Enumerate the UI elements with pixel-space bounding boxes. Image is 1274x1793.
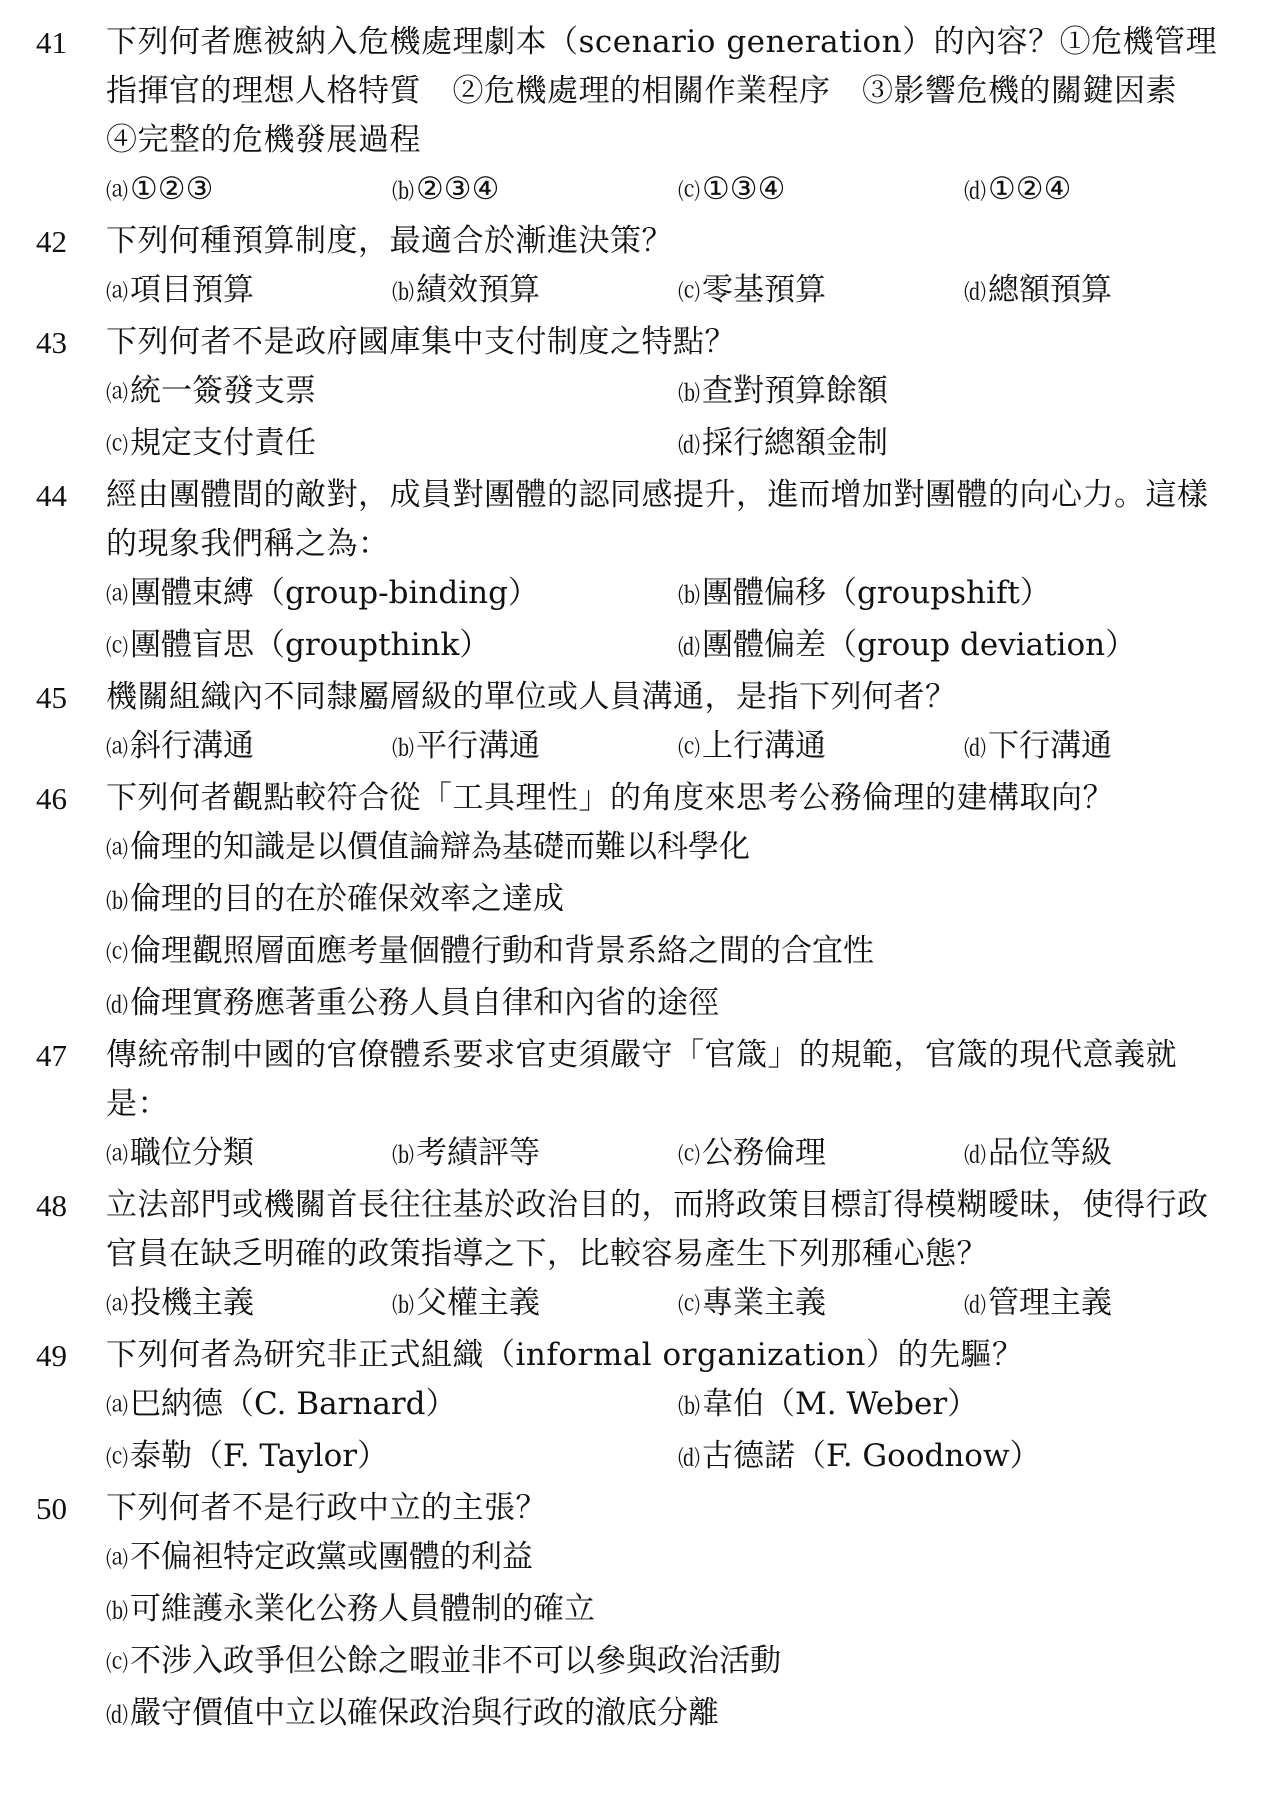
option-a (106, 569, 678, 621)
option-text: 團體偏移（groupshift） (702, 575, 1051, 611)
option-text: 團體偏差（group deviation） (702, 627, 1137, 663)
option-marker: ⒟ (678, 636, 701, 661)
option-c (678, 1129, 964, 1181)
option-marker: ⒜ (106, 1395, 129, 1420)
option-a (106, 1533, 1236, 1585)
option-marker: ⒞ (106, 1652, 129, 1677)
option-text: 考績評等 (416, 1135, 541, 1171)
option-marker: ⒟ (964, 281, 987, 306)
option-marker: ⒜ (106, 180, 129, 205)
question-number: 46 (36, 781, 67, 816)
option-c (106, 621, 678, 673)
question-stem: 下列何者不是政府國庫集中支付制度之特點？ (106, 324, 736, 360)
option-marker: ⒝ (392, 180, 415, 205)
option-text: 統一簽發支票 (130, 373, 317, 409)
option-marker: ⒞ (106, 434, 129, 459)
option-marker: ⒟ (106, 994, 129, 1019)
option-marker: ⒝ (106, 890, 129, 915)
options-group (106, 1129, 1236, 1181)
option-text: ②③④ (416, 171, 500, 207)
option-b (392, 165, 678, 217)
option-marker: ⒟ (964, 1144, 987, 1169)
question-row (36, 1331, 1236, 1380)
question-number: 43 (36, 325, 67, 360)
option-d (106, 979, 1236, 1031)
question-50 (36, 1484, 1236, 1741)
question-45 (36, 673, 1236, 774)
option-b (678, 569, 1250, 621)
option-text: 採行總額金制 (702, 425, 889, 461)
option-marker: ⒞ (678, 1294, 701, 1319)
option-c (106, 927, 1236, 979)
option-b (392, 1129, 678, 1181)
option-text: 公務倫理 (702, 1135, 827, 1171)
question-number: 41 (36, 25, 67, 60)
option-marker: ⒞ (678, 180, 701, 205)
option-text: 倫理的目的在於確保效率之達成 (130, 881, 565, 917)
option-marker: ⒝ (392, 1144, 415, 1169)
option-marker: ⒟ (964, 180, 987, 205)
question-49 (36, 1331, 1236, 1484)
option-c (678, 266, 964, 318)
question-number: 48 (36, 1188, 67, 1223)
option-d (964, 1129, 1250, 1181)
option-c (106, 1637, 1236, 1689)
option-text: 績效預算 (416, 272, 541, 308)
option-c (106, 419, 678, 471)
question-number: 42 (36, 224, 67, 259)
question-stem: 傳統帝制中國的官僚體系要求官吏須嚴守「官箴」的規範，官箴的現代意義就是： (106, 1037, 1177, 1122)
option-text: 斜行溝通 (130, 728, 255, 764)
option-d (678, 621, 1250, 673)
option-marker: ⒜ (106, 838, 129, 863)
option-marker: ⒜ (106, 584, 129, 609)
option-marker: ⒜ (106, 1294, 129, 1319)
option-c (678, 1279, 964, 1331)
option-d (678, 1432, 1250, 1484)
option-marker: ⒞ (678, 1144, 701, 1169)
question-stem: 機關組織內不同隸屬層級的單位或人員溝通，是指下列何者？ (106, 679, 957, 715)
question-46 (36, 774, 1236, 1031)
options-group (106, 367, 1236, 471)
option-marker: ⒝ (678, 584, 701, 609)
question-stem: 下列何者觀點較符合從「工具理性」的角度來思考公務倫理的建構取向？ (106, 780, 1114, 816)
option-marker: ⒟ (964, 1294, 987, 1319)
question-43 (36, 318, 1236, 471)
option-b (106, 875, 1236, 927)
question-row (36, 318, 1236, 367)
question-row (36, 1484, 1236, 1533)
question-stem: 下列何種預算制度，最適合於漸進決策？ (106, 223, 673, 259)
option-a (106, 1380, 678, 1432)
option-text: 團體束縛（group-binding） (130, 575, 539, 611)
question-row (36, 673, 1236, 722)
option-marker: ⒟ (678, 1447, 701, 1472)
option-text: 韋伯（M. Weber） (702, 1386, 979, 1422)
option-a (106, 165, 392, 217)
option-text: 不涉入政爭但公餘之暇並非不可以參與政治活動 (130, 1643, 782, 1679)
option-text: 泰勒（F. Taylor） (130, 1438, 389, 1474)
option-text: 零基預算 (702, 272, 827, 308)
option-marker: ⒞ (678, 737, 701, 762)
option-marker: ⒝ (678, 1395, 701, 1420)
question-42 (36, 217, 1236, 318)
question-number: 47 (36, 1038, 67, 1073)
option-d (106, 1689, 1236, 1741)
option-marker: ⒜ (106, 281, 129, 306)
option-text: 專業主義 (702, 1285, 827, 1321)
option-a (106, 722, 392, 774)
question-number: 44 (36, 478, 67, 513)
question-row (36, 217, 1236, 266)
option-text: ①②③ (130, 171, 214, 207)
option-d (678, 419, 1250, 471)
option-text: 嚴守價值中立以確保政治與行政的澈底分離 (130, 1695, 720, 1731)
option-text: 倫理實務應著重公務人員自律和內省的途徑 (130, 985, 720, 1021)
option-text: 上行溝通 (702, 728, 827, 764)
option-a (106, 367, 678, 419)
question-stem: 下列何者不是行政中立的主張？ (106, 1490, 547, 1526)
option-marker: ⒝ (678, 382, 701, 407)
option-text: ①③④ (702, 171, 786, 207)
question-row (36, 18, 1236, 165)
option-marker: ⒞ (106, 636, 129, 661)
options-group (106, 165, 1236, 217)
option-d (964, 722, 1250, 774)
question-44 (36, 471, 1236, 673)
question-number: 49 (36, 1338, 67, 1373)
option-text: ①②④ (988, 171, 1072, 207)
option-text: 父權主義 (416, 1285, 541, 1321)
option-text: 可維護永業化公務人員體制的確立 (130, 1591, 596, 1627)
option-marker: ⒞ (678, 281, 701, 306)
options-group (106, 569, 1236, 673)
option-a (106, 1129, 392, 1181)
option-marker: ⒟ (106, 1704, 129, 1729)
option-d (964, 165, 1250, 217)
option-b (392, 722, 678, 774)
option-text: 品位等級 (988, 1135, 1113, 1171)
question-47 (36, 1031, 1236, 1181)
question-number: 50 (36, 1491, 67, 1526)
option-text: 倫理觀照層面應考量個體行動和背景系絡之間的合宜性 (130, 933, 875, 969)
question-stem: 立法部門或機關首長往往基於政治目的，而將政策目標訂得模糊曖昧，使得行政官員在缺乏明確的政策指導之下，比較容易產生下列那種心態？ (106, 1187, 1209, 1272)
option-a (106, 1279, 392, 1331)
option-text: 管理主義 (988, 1285, 1113, 1321)
question-row (36, 471, 1236, 569)
option-marker: ⒟ (678, 434, 701, 459)
question-list (0, 18, 1274, 1741)
option-text: 古德諾（F. Goodnow） (702, 1438, 1041, 1474)
option-marker: ⒝ (392, 1294, 415, 1319)
option-text: 下行溝通 (988, 728, 1113, 764)
option-marker: ⒝ (392, 737, 415, 762)
options-group (106, 823, 1236, 1031)
option-marker: ⒜ (106, 382, 129, 407)
option-text: 規定支付責任 (130, 425, 317, 461)
question-row (36, 1031, 1236, 1129)
question-stem: 下列何者為研究非正式組織（informal organization）的先驅？ (106, 1337, 1024, 1373)
option-text: 團體盲思（groupthink） (130, 627, 491, 663)
question-41 (36, 18, 1236, 217)
option-text: 平行溝通 (416, 728, 541, 764)
option-marker: ⒜ (106, 1144, 129, 1169)
question-row (36, 1181, 1236, 1279)
options-group (106, 266, 1236, 318)
option-a (106, 823, 1236, 875)
option-marker: ⒟ (964, 737, 987, 762)
options-group (106, 722, 1236, 774)
options-group (106, 1279, 1236, 1331)
option-d (964, 266, 1250, 318)
option-b (106, 1585, 1236, 1637)
option-c (678, 722, 964, 774)
option-marker: ⒞ (106, 1447, 129, 1472)
option-c (106, 1432, 678, 1484)
options-group (106, 1380, 1236, 1484)
option-b (392, 266, 678, 318)
option-marker: ⒝ (106, 1600, 129, 1625)
option-b (678, 1380, 1250, 1432)
option-text: 總額預算 (988, 272, 1113, 308)
option-marker: ⒝ (392, 281, 415, 306)
options-group (106, 1533, 1236, 1741)
option-c (678, 165, 964, 217)
option-marker: ⒜ (106, 737, 129, 762)
option-d (964, 1279, 1250, 1331)
option-b (678, 367, 1250, 419)
question-48 (36, 1181, 1236, 1331)
option-text: 職位分類 (130, 1135, 255, 1171)
option-b (392, 1279, 678, 1331)
option-a (106, 266, 392, 318)
option-text: 巴納德（C. Barnard） (130, 1386, 457, 1422)
top-spacer (0, 0, 1274, 18)
option-text: 倫理的知識是以價值論辯為基礎而難以科學化 (130, 829, 751, 865)
question-number: 45 (36, 680, 67, 715)
option-text: 投機主義 (130, 1285, 255, 1321)
option-text: 查對預算餘額 (702, 373, 889, 409)
option-text: 項目預算 (130, 272, 255, 308)
option-marker: ⒞ (106, 942, 129, 967)
option-marker: ⒜ (106, 1548, 129, 1573)
question-stem: 下列何者應被納入危機處理劇本（scenario generation）的內容？①危機管理指揮官的理想人格特質 ②危機處理的相關作業程序 ③影響危機的關鍵因素 ④完整的危機發展過程 (106, 24, 1218, 158)
option-text: 不偏袒特定政黨或團體的利益 (130, 1539, 534, 1575)
question-stem: 經由團體間的敵對，成員對團體的認同感提升，進而增加對團體的向心力。這樣的現象我們稱之為： (106, 477, 1209, 562)
question-row (36, 774, 1236, 823)
